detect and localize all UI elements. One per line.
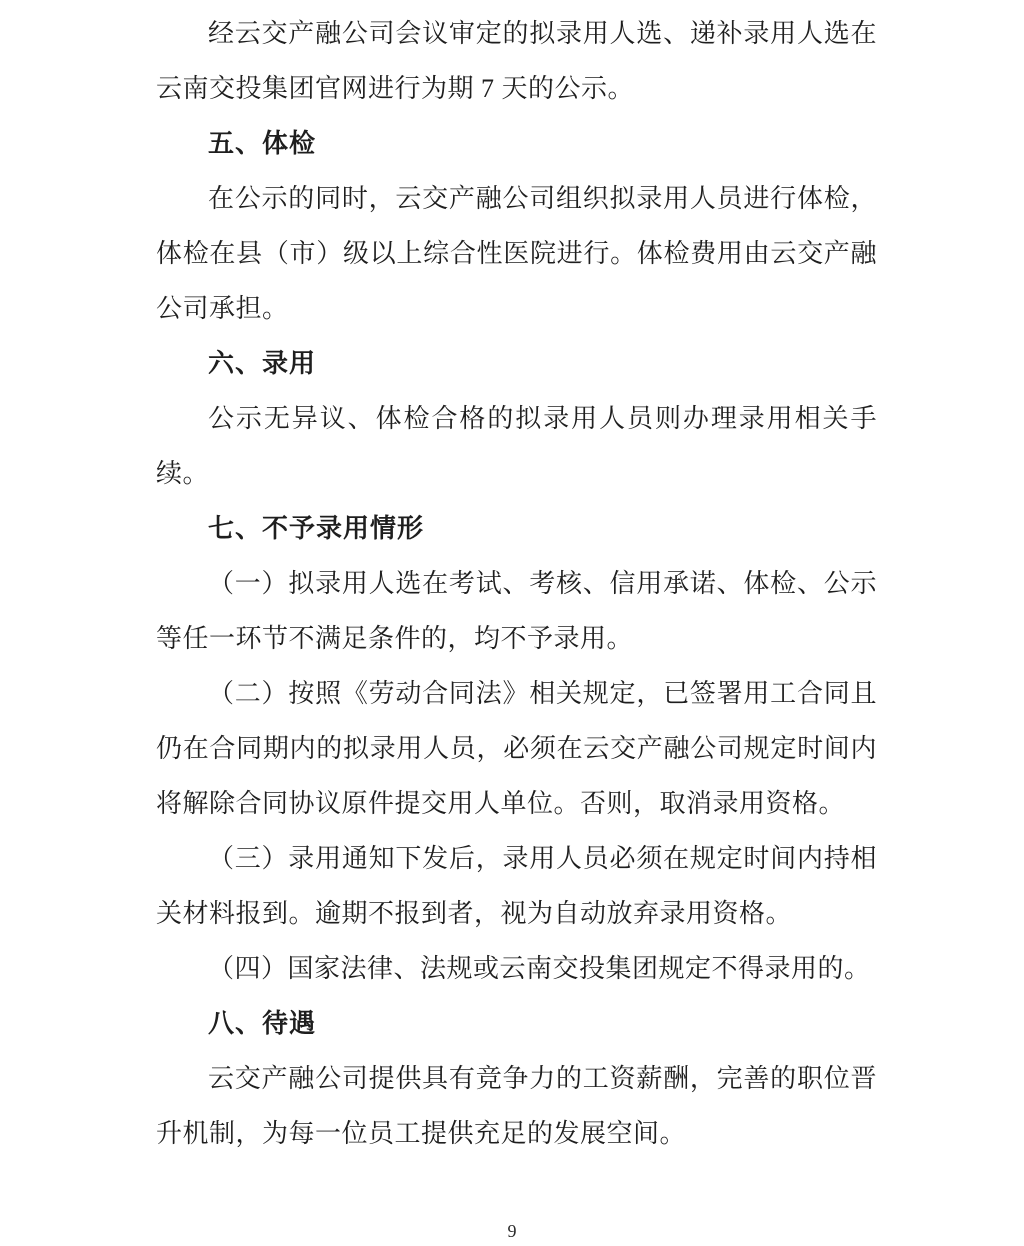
section-heading-8: 八、待遇 [208, 1008, 317, 1038]
body-paragraph: （三）录用通知下发后，录用人员必须在规定时间内持相关材料报到。逾期不报到者，视为自动放弃录用资格。 [156, 844, 877, 928]
body-paragraph: 云交产融公司提供具有竞争力的工资薪酬，完善的职位晋升机制，为每一位员工提供充足的发展空间。 [156, 1064, 877, 1148]
body-paragraph: （一）拟录用人选在考试、考核、信用承诺、体检、公示等任一环节不满足条件的，均不予录用。 [156, 569, 877, 653]
section-heading-7: 七、不予录用情形 [208, 513, 425, 543]
document-body [156, 6, 877, 1161]
body-paragraph: 公示无异议、体检合格的拟录用人员则办理录用相关手续。 [156, 404, 877, 488]
page-number: 9 [507, 1221, 517, 1241]
page-footer [0, 1220, 1024, 1242]
section-heading-6: 六、录用 [208, 348, 317, 378]
section-heading-5: 五、体检 [208, 128, 317, 158]
body-paragraph: 在公示的同时，云交产融公司组织拟录用人员进行体检，体检在县（市）级以上综合性医院进行。体检费用由云交产融公司承担。 [156, 184, 877, 323]
body-paragraph: （二）按照《劳动合同法》相关规定，已签署用工合同且仍在合同期内的拟录用人员，必须在云交产融公司规定时间内将解除合同协议原件提交用人单位。否则，取消录用资格。 [156, 679, 877, 818]
body-paragraph: （四）国家法律、法规或云南交投集团规定不得录用的。 [208, 954, 871, 983]
body-paragraph: 经云交产融公司会议审定的拟录用人选、递补录用人选在云南交投集团官网进行为期 7 天的公示。 [156, 19, 877, 103]
